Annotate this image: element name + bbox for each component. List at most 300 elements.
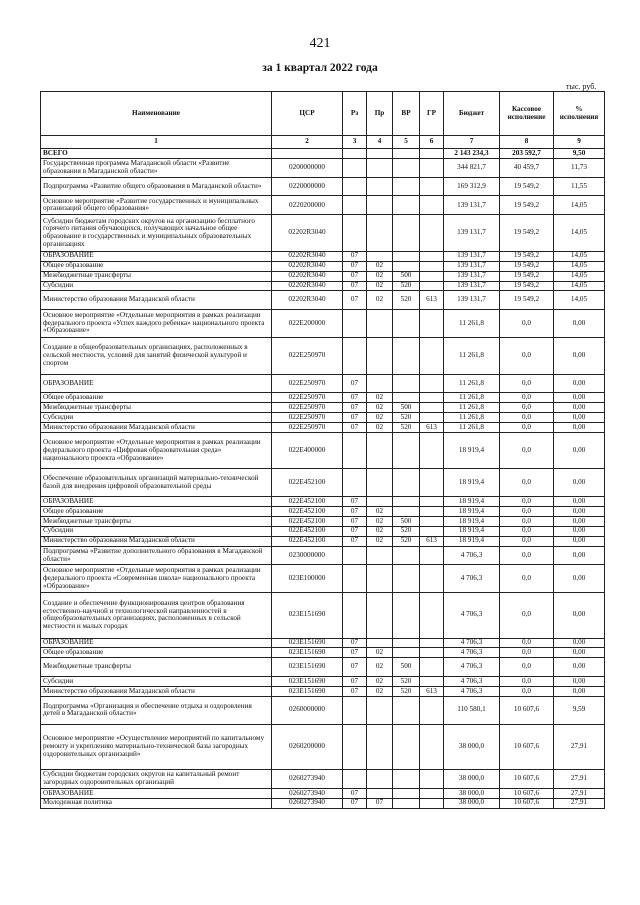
gr-cell	[420, 526, 444, 536]
name-cell: Министерство образования Магаданской области	[41, 422, 272, 432]
table-body	[41, 149, 605, 809]
col-number: 6	[420, 136, 444, 149]
col-header-rz: Рз	[343, 92, 367, 136]
percent-cell: 14,05	[554, 261, 605, 271]
table-row	[41, 507, 605, 517]
pr-cell	[367, 149, 393, 159]
cash-cell: 0,0	[500, 516, 554, 526]
csr-cell: 022E452100	[272, 526, 343, 536]
name-cell: Межбюджетные трансферты	[41, 658, 272, 677]
rz-cell: 07	[343, 507, 367, 517]
gr-cell	[420, 158, 444, 177]
rz-cell	[343, 546, 367, 565]
table-row	[41, 374, 605, 393]
percent-cell: 11,55	[554, 177, 605, 196]
name-cell: ОБРАЗОВАНИЕ	[41, 788, 272, 798]
rz-cell	[343, 724, 367, 770]
budget-cell: 18 919,4	[444, 432, 500, 469]
gr-cell	[420, 281, 444, 291]
rz-cell: 07	[343, 393, 367, 403]
col-number: 3	[343, 136, 367, 149]
table-row	[41, 516, 605, 526]
page-number: 421	[309, 36, 331, 51]
cash-cell: 0,0	[500, 677, 554, 687]
cash-cell: 0,0	[500, 337, 554, 374]
pr-cell: 02	[367, 413, 393, 423]
table-row	[41, 638, 605, 648]
pr-cell	[367, 337, 393, 374]
name-cell: Министерство образования Магаданской области	[41, 536, 272, 546]
pr-cell: 02	[367, 516, 393, 526]
table-row	[41, 432, 605, 469]
pr-cell: 02	[367, 536, 393, 546]
pr-cell	[367, 593, 393, 639]
vr-cell: 520	[393, 687, 420, 697]
csr-cell: 02202R3040	[272, 281, 343, 291]
table-row	[41, 215, 605, 252]
pr-cell: 07	[367, 798, 393, 808]
rz-cell	[343, 215, 367, 252]
pr-cell: 02	[367, 648, 393, 658]
rz-cell	[343, 469, 367, 497]
vr-cell	[393, 158, 420, 177]
budget-cell: 139 131,7	[444, 271, 500, 281]
budget-cell: 11 261,8	[444, 337, 500, 374]
table-row	[41, 677, 605, 687]
vr-cell	[393, 696, 420, 724]
rz-cell: 07	[343, 677, 367, 687]
pr-cell	[367, 696, 393, 724]
col-number: 7	[444, 136, 500, 149]
csr-cell: 02202R3040	[272, 261, 343, 271]
budget-cell: 139 131,7	[444, 261, 500, 271]
col-header-budget: Бюджет	[444, 92, 500, 136]
percent-cell: 0,00	[554, 422, 605, 432]
vr-cell	[393, 374, 420, 393]
rz-cell	[343, 177, 367, 196]
table-row	[41, 798, 605, 808]
cash-cell: 0,0	[500, 593, 554, 639]
pr-cell	[367, 310, 393, 338]
csr-cell: 023E100000	[272, 565, 343, 593]
csr-cell	[272, 149, 343, 159]
csr-cell: 023E151690	[272, 677, 343, 687]
cash-cell: 0,0	[500, 565, 554, 593]
table-row	[41, 337, 605, 374]
vr-cell	[393, 149, 420, 159]
cash-cell: 19 549,2	[500, 215, 554, 252]
percent-cell: 0,00	[554, 413, 605, 423]
cash-cell: 19 549,2	[500, 271, 554, 281]
csr-cell: 022E452100	[272, 469, 343, 497]
gr-cell	[420, 271, 444, 281]
gr-cell	[420, 374, 444, 393]
gr-cell	[420, 507, 444, 517]
pr-cell: 02	[367, 403, 393, 413]
percent-cell: 11,73	[554, 158, 605, 177]
budget-cell: 4 706,3	[444, 565, 500, 593]
csr-cell: 022E250970	[272, 403, 343, 413]
percent-cell: 0,00	[554, 536, 605, 546]
budget-cell: 11 261,8	[444, 413, 500, 423]
csr-cell: 022E452100	[272, 536, 343, 546]
table-row	[41, 403, 605, 413]
vr-cell: 520	[393, 422, 420, 432]
percent-cell: 9,50	[554, 149, 605, 159]
csr-cell: 023E151690	[272, 687, 343, 697]
gr-cell	[420, 393, 444, 403]
col-header-csr: ЦСР	[272, 92, 343, 136]
gr-cell	[420, 658, 444, 677]
vr-cell	[393, 507, 420, 517]
vr-cell: 500	[393, 403, 420, 413]
table-row	[41, 310, 605, 338]
cash-cell: 0,0	[500, 648, 554, 658]
percent-cell: 0,00	[554, 516, 605, 526]
table-row	[41, 393, 605, 403]
vr-cell	[393, 638, 420, 648]
budget-cell: 18 919,4	[444, 497, 500, 507]
cash-cell: 19 549,2	[500, 196, 554, 215]
name-cell: Межбюджетные трансферты	[41, 516, 272, 526]
percent-cell: 27,91	[554, 798, 605, 808]
percent-cell: 14,05	[554, 291, 605, 310]
table-row	[41, 291, 605, 310]
pr-cell	[367, 497, 393, 507]
rz-cell: 07	[343, 798, 367, 808]
rz-cell	[343, 565, 367, 593]
pr-cell	[367, 158, 393, 177]
budget-cell: 139 131,7	[444, 291, 500, 310]
cash-cell: 10 607,6	[500, 798, 554, 808]
name-cell: Основное мероприятие «Осуществление мероприятий по капитальному ремонту и укреплению материально-технической базы загородных оздоровительных организаций»	[41, 724, 272, 770]
budget-cell: 139 131,7	[444, 215, 500, 252]
pr-cell	[367, 788, 393, 798]
col-header-vr: ВР	[393, 92, 420, 136]
cash-cell: 19 549,2	[500, 261, 554, 271]
rz-cell: 07	[343, 658, 367, 677]
name-cell: Создание и обеспечение функционирования центров образования естественно-научной и технологической направленностей в общеобразовательных организациях, расположенных в сельской местности и малых городах	[41, 593, 272, 639]
rz-cell	[343, 196, 367, 215]
name-cell: Основное мероприятие «Развитие государственных и муниципальных организаций общего образования»	[41, 196, 272, 215]
pr-cell: 02	[367, 291, 393, 310]
budget-cell: 169 312,9	[444, 177, 500, 196]
csr-cell: 02202R3040	[272, 215, 343, 252]
csr-cell: 0260273940	[272, 770, 343, 789]
csr-cell: 022E452100	[272, 497, 343, 507]
cash-cell: 0,0	[500, 658, 554, 677]
pr-cell: 02	[367, 658, 393, 677]
gr-cell	[420, 724, 444, 770]
percent-cell: 0,00	[554, 310, 605, 338]
vr-cell	[393, 215, 420, 252]
percent-cell: 14,05	[554, 271, 605, 281]
rz-cell: 07	[343, 638, 367, 648]
vr-cell	[393, 337, 420, 374]
percent-cell: 0,00	[554, 374, 605, 393]
name-cell: Общее образование	[41, 648, 272, 658]
csr-cell: 022E250970	[272, 413, 343, 423]
csr-cell: 023E151690	[272, 593, 343, 639]
name-cell: ОБРАЗОВАНИЕ	[41, 638, 272, 648]
cash-cell: 0,0	[500, 536, 554, 546]
csr-cell: 022E250970	[272, 422, 343, 432]
col-number: 9	[554, 136, 605, 149]
pr-cell: 02	[367, 271, 393, 281]
table-row	[41, 281, 605, 291]
cash-cell: 0,0	[500, 638, 554, 648]
col-header-gr: ГР	[420, 92, 444, 136]
cash-cell: 0,0	[500, 497, 554, 507]
col-header-pr: Пр	[367, 92, 393, 136]
budget-cell: 4 706,3	[444, 677, 500, 687]
percent-cell: 27,91	[554, 724, 605, 770]
col-number: 4	[367, 136, 393, 149]
gr-cell	[420, 497, 444, 507]
cash-cell: 0,0	[500, 526, 554, 536]
budget-cell: 11 261,8	[444, 393, 500, 403]
table-row	[41, 261, 605, 271]
table-row	[41, 788, 605, 798]
table-row	[41, 526, 605, 536]
percent-cell: 0,00	[554, 432, 605, 469]
budget-table	[40, 91, 605, 809]
csr-cell: 0260000000	[272, 696, 343, 724]
vr-cell: 500	[393, 516, 420, 526]
name-cell: Основное мероприятие «Отдельные мероприятия в рамках реализации федерального проекта «Цифровая образовательная среда» национального проекта «Образование»	[41, 432, 272, 469]
table-row	[41, 177, 605, 196]
col-header-cash: Кассовое исполнение	[500, 92, 554, 136]
gr-cell	[420, 565, 444, 593]
cash-cell: 0,0	[500, 310, 554, 338]
pr-cell	[367, 374, 393, 393]
table-row	[41, 196, 605, 215]
cash-cell: 19 549,2	[500, 251, 554, 261]
name-cell: Основное мероприятие «Отдельные мероприятия в рамках реализации федерального проекта «Современная школа» национального проекта «Образование»	[41, 565, 272, 593]
budget-cell: 4 706,3	[444, 546, 500, 565]
vr-cell	[393, 546, 420, 565]
budget-cell: 18 919,4	[444, 526, 500, 536]
vr-cell	[393, 724, 420, 770]
vr-cell	[393, 497, 420, 507]
gr-cell	[420, 413, 444, 423]
name-cell: Субсидии	[41, 281, 272, 291]
vr-cell	[393, 593, 420, 639]
gr-cell	[420, 251, 444, 261]
pr-cell	[367, 251, 393, 261]
budget-cell: 11 261,8	[444, 403, 500, 413]
vr-cell: 520	[393, 281, 420, 291]
table-row	[41, 724, 605, 770]
budget-cell: 139 131,7	[444, 251, 500, 261]
name-cell: ОБРАЗОВАНИЕ	[41, 497, 272, 507]
report-title: за 1 квартал 2022 года	[262, 62, 378, 74]
rz-cell: 07	[343, 497, 367, 507]
percent-cell: 0,00	[554, 497, 605, 507]
pr-cell: 02	[367, 281, 393, 291]
gr-cell	[420, 546, 444, 565]
rz-cell	[343, 593, 367, 639]
cash-cell: 40 459,7	[500, 158, 554, 177]
rz-cell: 07	[343, 291, 367, 310]
gr-cell	[420, 177, 444, 196]
rz-cell	[343, 696, 367, 724]
gr-cell	[420, 337, 444, 374]
vr-cell	[393, 788, 420, 798]
table-row	[41, 770, 605, 789]
budget-cell: 18 919,4	[444, 507, 500, 517]
pr-cell	[367, 196, 393, 215]
vr-cell: 520	[393, 291, 420, 310]
cash-cell: 0,0	[500, 393, 554, 403]
csr-cell: 02202R3040	[272, 251, 343, 261]
csr-cell: 023E151690	[272, 658, 343, 677]
gr-cell	[420, 770, 444, 789]
pr-cell: 02	[367, 422, 393, 432]
gr-cell	[420, 261, 444, 271]
cash-cell: 10 607,6	[500, 788, 554, 798]
table-row	[41, 546, 605, 565]
percent-cell: 0,00	[554, 469, 605, 497]
vr-cell: 500	[393, 658, 420, 677]
percent-cell: 0,00	[554, 507, 605, 517]
name-cell: Молодежная политика	[41, 798, 272, 808]
rz-cell	[343, 158, 367, 177]
percent-cell: 0,00	[554, 403, 605, 413]
percent-cell: 0,00	[554, 393, 605, 403]
name-cell: Субсидии	[41, 413, 272, 423]
vr-cell	[393, 310, 420, 338]
table-row	[41, 413, 605, 423]
percent-cell: 27,91	[554, 788, 605, 798]
percent-cell: 14,05	[554, 215, 605, 252]
name-cell: Субсидии бюджетам городских округов на организацию бесплатного горячего питания обучающихся, получающих начальное общее образование в государственных и муниципальных образовательных организациях	[41, 215, 272, 252]
rz-cell: 07	[343, 281, 367, 291]
gr-cell	[420, 432, 444, 469]
gr-cell	[420, 516, 444, 526]
table-row	[41, 497, 605, 507]
percent-cell: 0,00	[554, 546, 605, 565]
csr-cell: 0230000000	[272, 546, 343, 565]
cash-cell: 0,0	[500, 422, 554, 432]
gr-cell	[420, 798, 444, 808]
gr-cell	[420, 677, 444, 687]
percent-cell: 0,00	[554, 565, 605, 593]
name-cell: Обеспечение образовательных организаций материально-технической базой для внедрения цифровой образовательной среды	[41, 469, 272, 497]
csr-cell: 022E250970	[272, 393, 343, 403]
name-cell: ОБРАЗОВАНИЕ	[41, 251, 272, 261]
cash-cell: 0,0	[500, 374, 554, 393]
percent-cell: 0,00	[554, 638, 605, 648]
budget-cell: 38 000,0	[444, 724, 500, 770]
cash-cell: 19 549,2	[500, 291, 554, 310]
percent-cell: 0,00	[554, 648, 605, 658]
table-row	[41, 565, 605, 593]
cash-cell: 0,0	[500, 403, 554, 413]
table-row	[41, 469, 605, 497]
gr-cell	[420, 469, 444, 497]
vr-cell: 500	[393, 271, 420, 281]
rz-cell	[343, 432, 367, 469]
csr-cell: 0220200000	[272, 196, 343, 215]
table-row	[41, 271, 605, 281]
vr-cell: 520	[393, 536, 420, 546]
percent-cell: 0,00	[554, 337, 605, 374]
percent-cell: 0,00	[554, 687, 605, 697]
budget-cell: 4 706,3	[444, 658, 500, 677]
percent-cell: 27,91	[554, 770, 605, 789]
percent-cell: 0,00	[554, 658, 605, 677]
csr-cell: 02202R3040	[272, 271, 343, 281]
table-row	[41, 593, 605, 639]
name-cell: Государственная программа Магаданской области «Развитие образования в Магаданской области»	[41, 158, 272, 177]
csr-cell: 022E250970	[272, 337, 343, 374]
csr-cell: 0200000000	[272, 158, 343, 177]
rz-cell: 07	[343, 374, 367, 393]
rz-cell: 07	[343, 788, 367, 798]
col-number: 5	[393, 136, 420, 149]
budget-cell: 18 919,4	[444, 536, 500, 546]
cash-cell: 0,0	[500, 469, 554, 497]
rz-cell	[343, 310, 367, 338]
gr-cell	[420, 648, 444, 658]
rz-cell: 07	[343, 271, 367, 281]
vr-cell	[393, 469, 420, 497]
rz-cell	[343, 149, 367, 159]
name-cell: Основное мероприятие «Отдельные мероприятия в рамках реализации федерального проекта «Успех каждого ребенка» национального проекта «Образование»	[41, 310, 272, 338]
budget-cell: 11 261,8	[444, 422, 500, 432]
table-row	[41, 149, 605, 159]
vr-cell	[393, 177, 420, 196]
pr-cell	[367, 546, 393, 565]
pr-cell	[367, 469, 393, 497]
vr-cell	[393, 770, 420, 789]
percent-cell: 14,05	[554, 196, 605, 215]
percent-cell: 0,00	[554, 677, 605, 687]
rz-cell	[343, 770, 367, 789]
gr-cell: 613	[420, 687, 444, 697]
units-label: тыс. руб.	[566, 82, 597, 91]
budget-cell: 139 131,7	[444, 196, 500, 215]
gr-cell	[420, 215, 444, 252]
budget-cell: 4 706,3	[444, 687, 500, 697]
vr-cell: 520	[393, 413, 420, 423]
cash-cell: 19 549,2	[500, 177, 554, 196]
table-row	[41, 158, 605, 177]
name-cell: Субсидии	[41, 526, 272, 536]
table-row	[41, 687, 605, 697]
csr-cell: 022E200000	[272, 310, 343, 338]
budget-cell: 38 000,0	[444, 788, 500, 798]
table-row	[41, 658, 605, 677]
name-cell: Субсидии	[41, 677, 272, 687]
rz-cell: 07	[343, 516, 367, 526]
pr-cell: 02	[367, 393, 393, 403]
gr-cell: 613	[420, 291, 444, 310]
name-cell: Создание в общеобразовательных организациях, расположенных в сельской местности, условий для занятий физической культурой и спортом	[41, 337, 272, 374]
vr-cell	[393, 565, 420, 593]
gr-cell: 613	[420, 422, 444, 432]
name-cell: Министерство образования Магаданской области	[41, 291, 272, 310]
pr-cell	[367, 565, 393, 593]
pr-cell: 02	[367, 526, 393, 536]
rz-cell: 07	[343, 526, 367, 536]
vr-cell	[393, 261, 420, 271]
name-cell: Субсидии бюджетам городских округов на капитальный ремонт загородных оздоровительных организаций	[41, 770, 272, 789]
percent-cell: 14,05	[554, 251, 605, 261]
budget-cell: 2 143 234,3	[444, 149, 500, 159]
pr-cell	[367, 770, 393, 789]
